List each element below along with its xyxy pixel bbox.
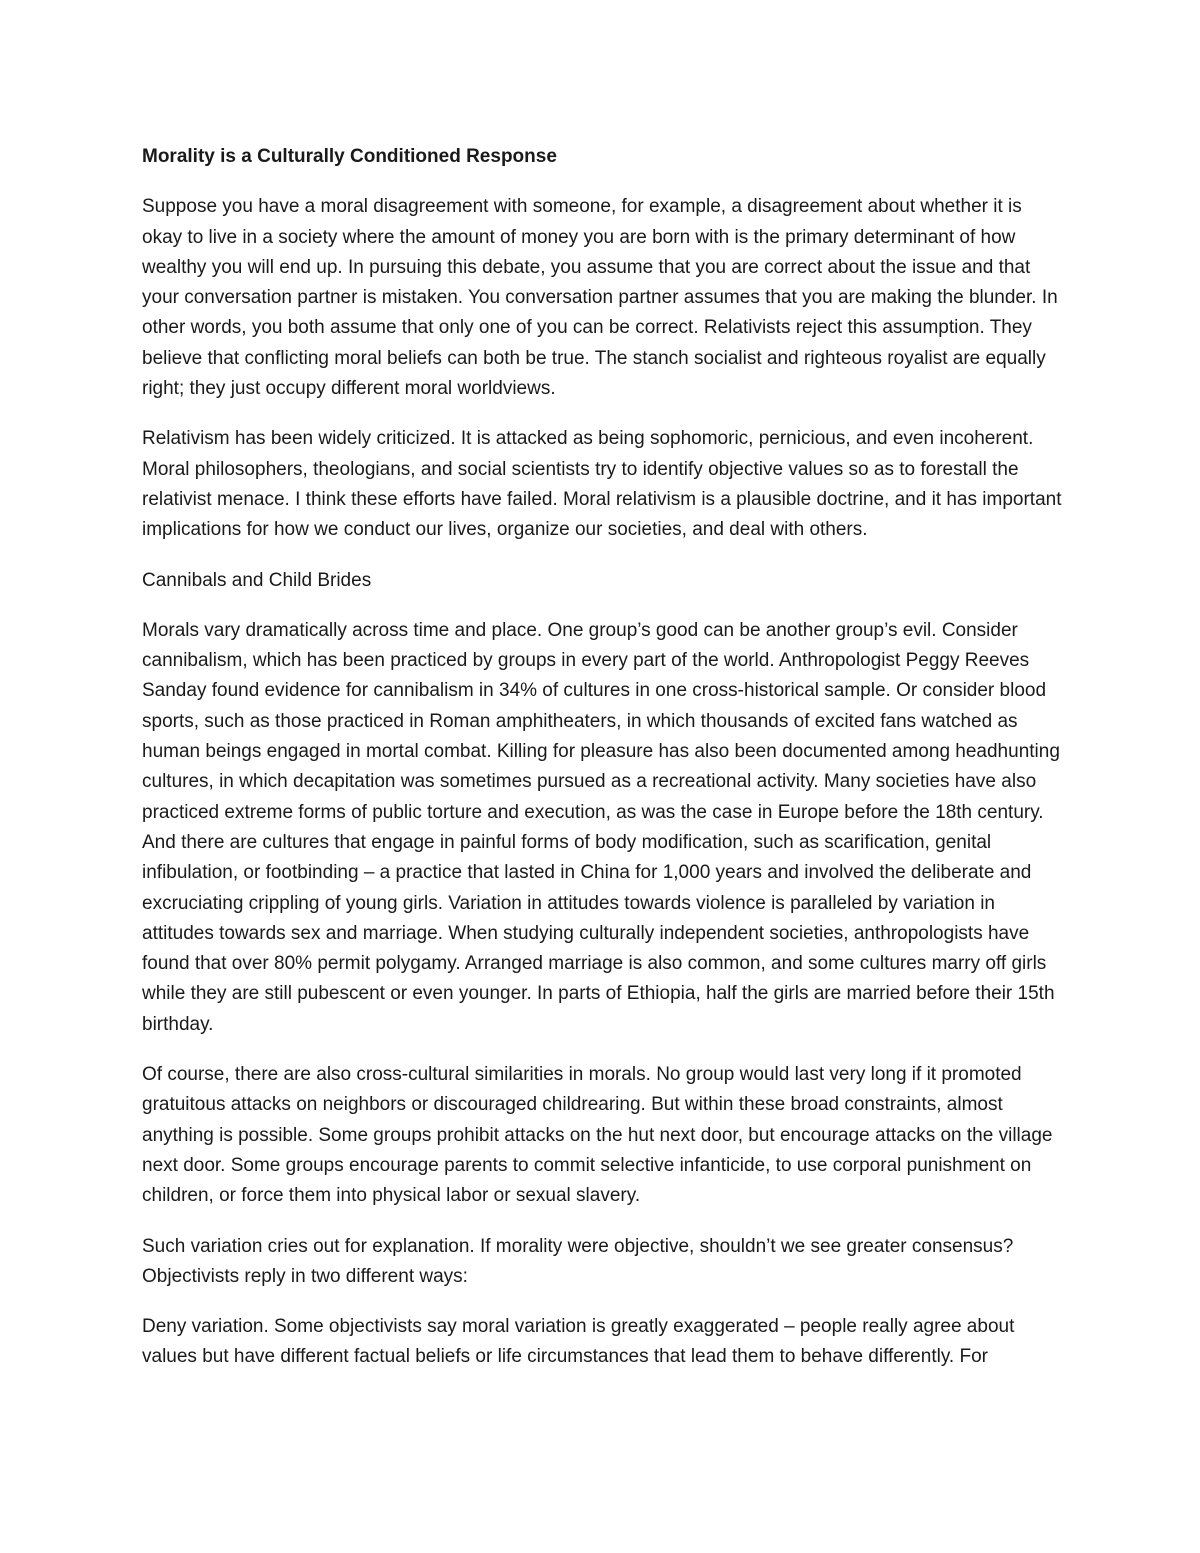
paragraph-section-1: Morals vary dramatically across time and place. One group’s good can be another group’s evil. Consider cannibalism, which has been practiced by groups in every part of the world. Anthropologist Peggy Reeves Sanday found evidence for cannibalism in 34% of cultures in one cross-historical sample. Or consider blood sports, such as those practiced in Roman amphitheaters, in which thousands of excited fans watched as human beings engaged in mortal combat. Killing for pleasure has also been documented among headhunting cultures, in which decapitation was sometimes pursued as a recreational activity. Many societies have also practiced extreme forms of public torture and execution, as was the case in Europe before the 18th century. And there are cultures that engage in painful forms of body modification, such as scarification, genital infibulation, or footbinding – a practice that lasted in China for 1,000 years and involved the deliberate and excruciating crippling of young girls. Variation in attitudes towards violence is paralleled by variation in attitudes towards sex and marriage. When studying culturally independent societies, anthropologists have found that over 80% permit polygamy. Arranged marriage is also common, and some cultures marry off girls while they are still pubescent or even younger. In parts of Ethiopia, half the girls are married before their 15th birthday. xyxy=(142,619,1060,1035)
paragraph-section-3: Such variation cries out for explanation. If morality were objective, shouldn’t we see greater consensus? Objectivists reply in two different ways: xyxy=(142,1235,1014,1287)
paragraph-section-4: Deny variation. Some objectivists say moral variation is greatly exaggerated – people really agree about values but have different factual beliefs or life circumstances that lead them to behave differently. For xyxy=(142,1316,1015,1368)
paragraph-intro-1: Suppose you have a moral disagreement with someone, for example, a disagreement about whether it is okay to live in a society where the amount of money you are born with is the primary determinant of how wealthy you will end up. In pursuing this debate, you assume that you are correct about the issue and that your conversation partner is mistaken. You conversation partner assumes that you are making the blunder. In other words, you both assume that only one of you can be correct. Relativists reject this assumption. They believe that conflicting moral beliefs can both be true. The stanch socialist and righteous royalist are equally right; they just occupy different moral worldviews. xyxy=(142,196,1058,400)
section-heading: Cannibals and Child Brides xyxy=(142,569,372,591)
document-body xyxy=(142,142,1062,1373)
paragraph-section-2: Of course, there are also cross-cultural similarities in morals. No group would last very long if it promoted gratuitous attacks on neighbors or discouraged childrearing. But within these broad constraints, almost anything is possible. Some groups prohibit attacks on the hut next door, but encourage attacks on the village next door. Some groups encourage parents to commit selective infanticide, to use corporal punishment on children, or force them into physical labor or sexual slavery. xyxy=(142,1064,1053,1207)
paragraph-intro-2: Relativism has been widely criticized. It is attacked as being sophomoric, pernicious, and even incoherent. Moral philosophers, theologians, and social scientists try to identify objective values so as to forestall the relativist menace. I think these efforts have failed. Moral relativism is a plausible doctrine, and it has important implications for how we conduct our lives, organize our societies, and deal with others. xyxy=(142,428,1062,541)
document-title: Morality is a Culturally Conditioned Response xyxy=(142,146,557,167)
